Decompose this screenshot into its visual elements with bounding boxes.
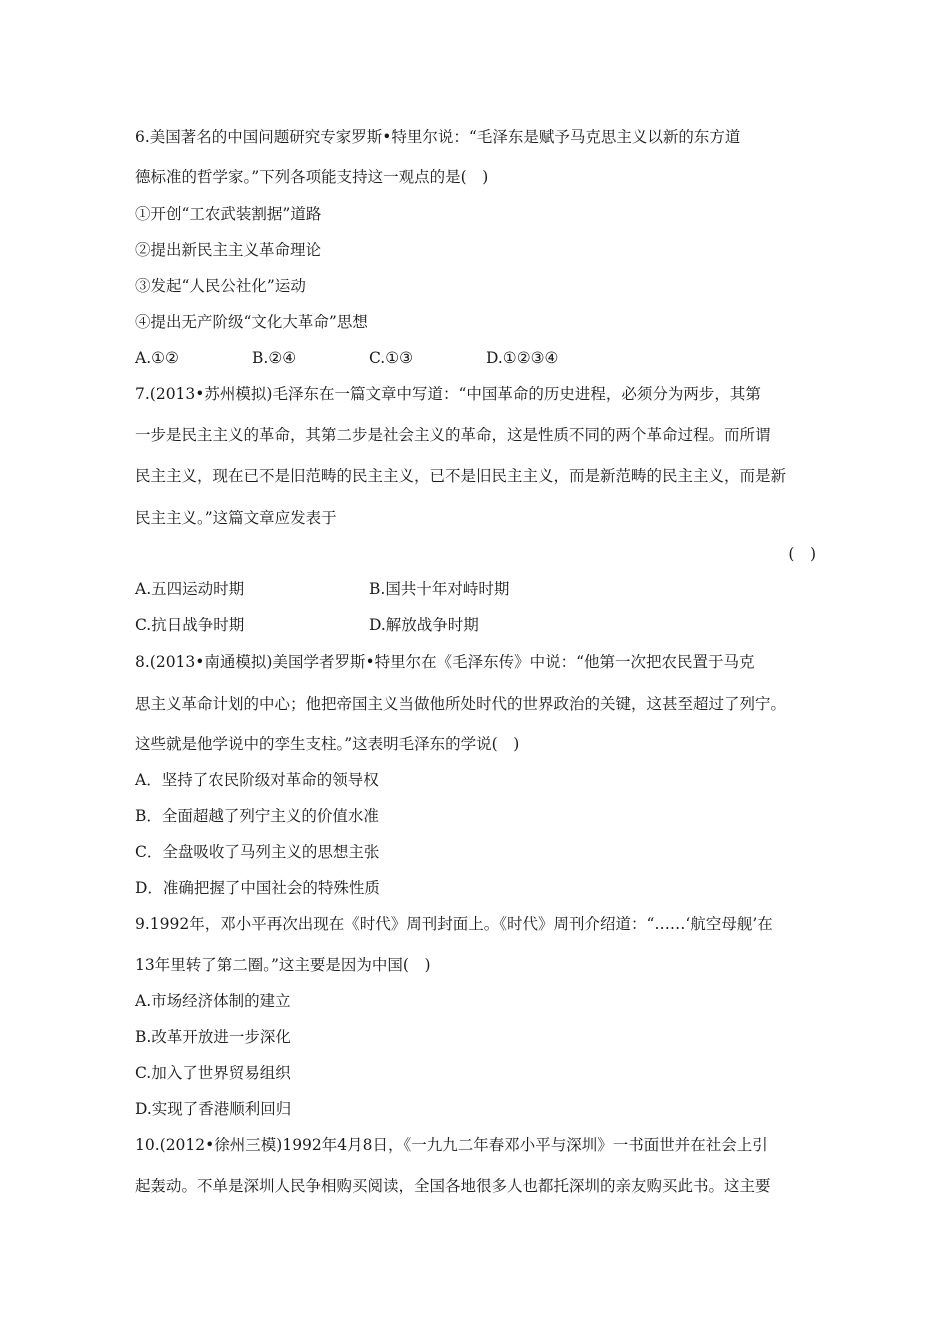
- q7-stem-line-2: 一步是民主主义的革命，其第二步是社会主义的革命，这是性质不同的两个革命过程。而所谓: [135, 426, 771, 444]
- q6-item-4: ④提出无产阶级“文化大革命”思想: [135, 313, 368, 331]
- q8-stem-line-1: 8.(2013•南通模拟)美国学者罗斯•特里尔在《毛泽东传》中说：“他第一次把农民置于马克: [135, 653, 755, 671]
- q7-option-d: D.解放战争时期: [369, 616, 479, 634]
- q6-stem-line-1: 6.美国著名的中国问题研究专家罗斯•特里尔说：“毛泽东是赋予马克思主义以新的东方道: [135, 128, 741, 146]
- q6-option-b: B.②④: [252, 349, 297, 367]
- q8-stem-line-2: 思主义革命计划的中心；他把帝国主义当做他所处时代的世界政治的关键，这甚至超过了列宁。: [135, 695, 787, 713]
- q6-option-d: D.①②③④: [486, 349, 559, 367]
- q7-option-b: B.国共十年对峙时期: [369, 580, 510, 598]
- q10-stem-line-2: 起轰动。不单是深圳人民争相购买阅读，全国各地很多人也都托深圳的亲友购买此书。这主要: [135, 1177, 771, 1195]
- q7-stem-line-1: 7.(2013•苏州模拟)毛泽东在一篇文章中写道：“中国革命的历史进程，必须分为两步，其第: [135, 385, 761, 403]
- q9-stem-line-2: 13年里转了第二圈。”这主要是因为中国( ): [135, 956, 431, 974]
- q7-option-a: A.五四运动时期: [135, 580, 245, 598]
- q7-option-c: C.抗日战争时期: [135, 616, 245, 634]
- q9-stem-line-1: 9.1992年，邓小平再次出现在《时代》周刊封面上。《时代》周刊介绍道：“……‘航空母舰’在: [135, 915, 773, 933]
- q7-stem-line-3: 民主主义，现在已不是旧范畴的民主主义，已不是旧民主主义，而是新范畴的民主主义，而是新: [135, 467, 787, 485]
- q8-stem-line-3: 这些就是他学说中的孪生支柱。”这表明毛泽东的学说( ): [135, 735, 520, 753]
- q9-option-d: D.实现了香港顺利回归: [135, 1100, 292, 1118]
- q6-item-2: ②提出新民主主义革命理论: [135, 241, 322, 259]
- q10-stem-line-1: 10.(2012•徐州三模)1992年4月8日，《一九九二年春邓小平与深圳》一书面世并在社会上引: [135, 1136, 768, 1154]
- q9-option-a: A.市场经济体制的建立: [135, 992, 291, 1010]
- q9-option-c: C.加入了世界贸易组织: [135, 1064, 291, 1082]
- q8-option-c: C．全盘吸收了马列主义的思想主张: [135, 843, 380, 861]
- q6-item-3: ③发起“人民公社化”运动: [135, 277, 306, 295]
- q6-item-1: ①开创“工农武装割据”道路: [135, 205, 322, 223]
- q9-option-b: B.改革开放进一步深化: [135, 1028, 291, 1046]
- q7-answer-paren: ( ): [788, 545, 816, 563]
- q8-option-a: A．坚持了农民阶级对革命的领导权: [135, 771, 379, 789]
- q7-stem-line-4: 民主主义。”这篇文章应发表于: [135, 509, 337, 527]
- q8-option-d: D．准确把握了中国社会的特殊性质: [135, 879, 380, 897]
- q6-option-a: A.①②: [135, 349, 179, 367]
- q6-option-c: C.①③: [369, 349, 414, 367]
- q6-stem-line-2: 德标准的哲学家。”下列各项能支持这一观点的是( ): [135, 168, 489, 186]
- q8-option-b: B．全面超越了列宁主义的价值水准: [135, 807, 379, 825]
